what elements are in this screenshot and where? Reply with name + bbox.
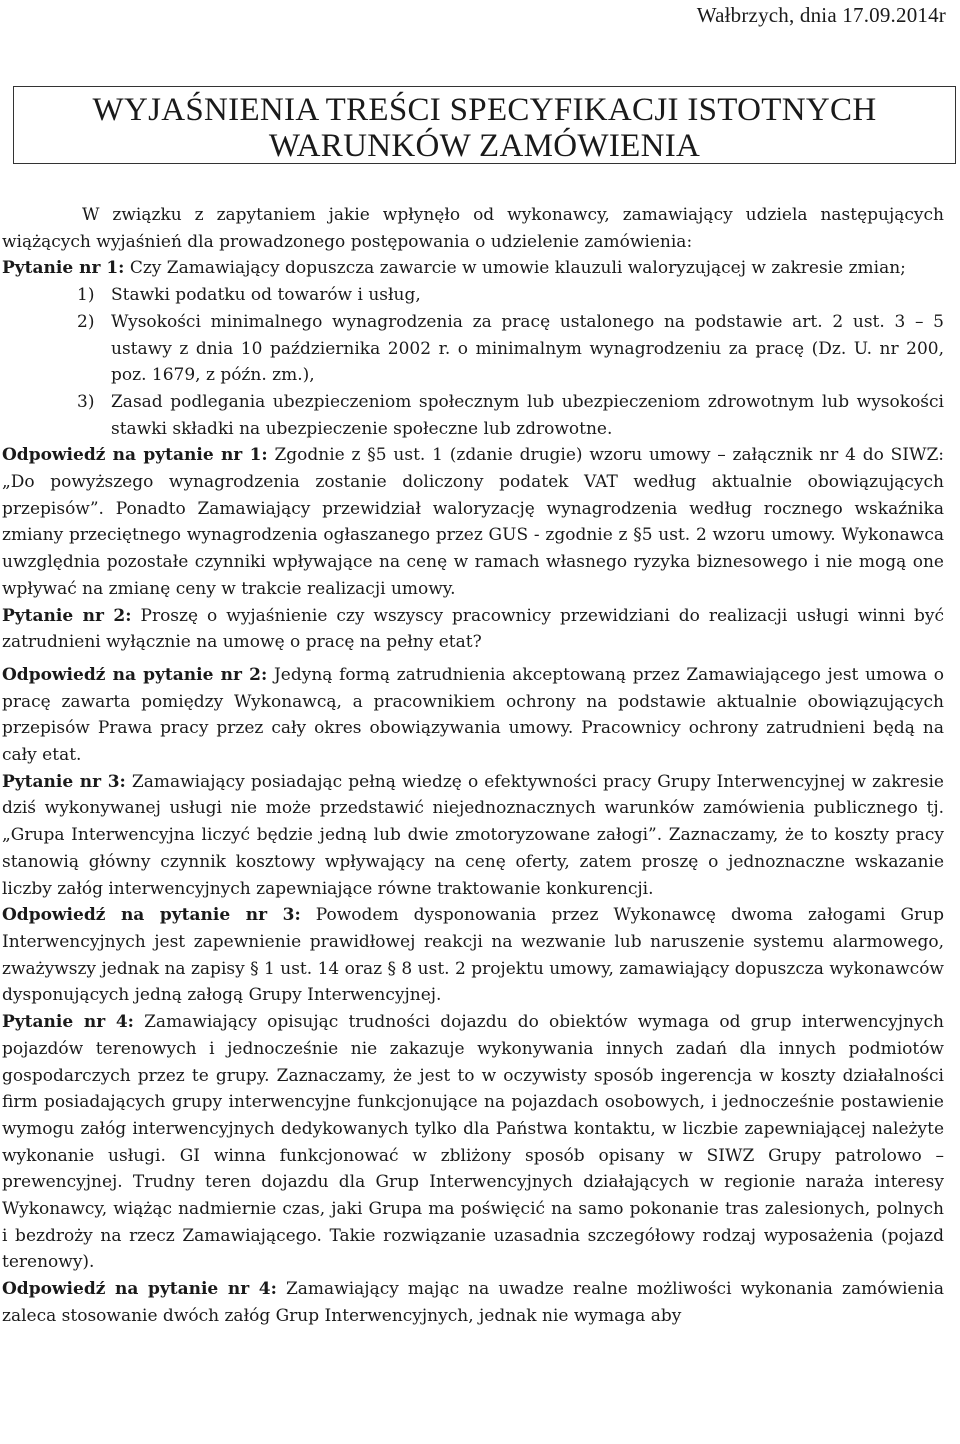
answer-4 [2, 1276, 944, 1329]
answer-3-text: Powodem dysponowania przez Wykonawcę dwoma załogami Grup Interwencyjnych jest zapewnienie prawidłowej reakcji na wezwanie lub naruszenie systemu alarmowego, zważywszy jednak na zapisy § 1 ust. 14 oraz § 8 ust. 2 projektu umowy, zamawiający dopuszcza wykonawców dysponujących jedną załogą Grupy Interwencyjnej. [2, 905, 944, 1006]
list-item-number: 1) [77, 285, 95, 306]
answer-3-label: Odpowiedź na pytanie nr 3: [2, 905, 301, 926]
list-item [2, 309, 944, 389]
document-title [13, 86, 956, 164]
answer-1-text: Zgodnie z §5 ust. 1 (zdanie drugie) wzoru umowy – załącznik nr 4 do SIWZ: „Do powyższego wynagrodzenia zostanie doliczony podatek VAT według aktualnie obowiązujących przepisów”. Ponadto Zamawiający przewidział waloryzację wynagrodzenia według rocznego wskaźnika zmiany przeciętnego wynagrodzenia ogłaszanego przez GUS - zgodnie z §5 ust. 2 wzoru umowy. Wykonawca uwzględnia pozostałe czynniki wpływające na cenę w ramach własnego ryzyka biznesowego i nie mogą one wpływać na zmianę ceny w trakcie realizacji umowy. [2, 445, 944, 599]
question-1 [2, 255, 944, 282]
question-4 [2, 1009, 944, 1276]
answer-1-label: Odpowiedź na pytanie nr 1: [2, 445, 268, 466]
question-1-list [2, 282, 944, 442]
list-item [2, 282, 944, 309]
question-3-label: Pytanie nr 3: [2, 771, 126, 792]
question-2-text: Proszę o wyjaśnienie czy wszyscy pracownicy przewidziani do realizacji usługi winni być zatrudnieni wyłącznie na umowę o pracę na pełny etat? [2, 605, 944, 653]
list-item-text: Zasad podlegania ubezpieczeniom społecznym lub ubezpieczeniom zdrowotnym lub wysokości stawki składki na ubezpieczenie społeczne lub zdrowotne. [111, 391, 944, 439]
answer-1 [2, 442, 944, 602]
list-item-number: 3) [77, 391, 95, 412]
question-2 [2, 603, 944, 656]
question-4-label: Pytanie nr 4: [2, 1012, 134, 1033]
list-item-text: Wysokości minimalnego wynagrodzenia za pracę ustalonego na podstawie art. 2 ust. 3 – 5 ustawy z dnia 10 października 2002 r. o minimalnym wynagrodzeniu za pracę (Dz. U. nr 200, poz. 1679, z późn. zm.), [111, 311, 944, 386]
question-2-label: Pytanie nr 2: [2, 605, 132, 626]
answer-2-label: Odpowiedź na pytanie nr 2: [2, 664, 268, 685]
title-line-2: WARUNKÓW ZAMÓWIENIA [268, 128, 701, 164]
answer-2 [2, 662, 944, 769]
question-1-text: Czy Zamawiający dopuszcza zawarcie w umowie klauzuli waloryzującej w zakresie zmian; [124, 258, 906, 279]
question-1-label: Pytanie nr 1: [2, 258, 125, 279]
question-4-text: Zamawiający opisując trudności dojazdu do obiektów wymaga od grup interwencyjnych pojazdów terenowych i jednocześnie nie zakazuje wykonywania innych zadań dla innych podmiotów gospodarczych przez te grupy. Zaznaczamy, że jest to w oczywisty sposób ingerencja w koszty działalności firm posiadających grupy interwencyjne funkcjonujące na pojazdach osobowych, i jednocześnie postawienie wymogu załóg interwencyjnych dedykowanych tylko dla Państwa kontaktu, w liczbie zapewniającej należyte wykonanie usługi. GI winna funkcjonować w zbliżony sposób opisany w SIWZ Grupy patrolowo – prewencyjnej. Trudny teren dojazdu dla Grup Interwencyjnych działających w regionie naraża interesy Wykonawcy, wiążąc nadmiernie czas, jaki Grupa ma poświęcić na samo pokonanie tras zalesionych, polnych i bezdroży na rzecz Zamawiającego. Takie rozwiązanie uzasadnia szczegółowy rodzaj wyposażenia (pojazd terenowy). [2, 1012, 945, 1273]
answer-3 [2, 902, 944, 1009]
answer-4-label: Odpowiedź na pytanie nr 4: [2, 1279, 277, 1300]
question-3 [2, 769, 944, 903]
document-body [2, 202, 944, 1330]
list-item [2, 389, 944, 442]
answer-4-text: Zamawiający mając na uwadze realne możliwości wykonania zamówienia zaleca stosowanie dwóch załóg Grup Interwencyjnych, jednak nie wymaga aby [2, 1279, 945, 1326]
intro-paragraph: W związku z zapytaniem jakie wpłynęło od wykonawcy, zamawiający udziela następujących wiążących wyjaśnień dla prowadzonego postępowania o udzielenie zamówienia: [2, 205, 944, 252]
title-line-1: WYJAŚNIENIA TREŚCI SPECYFIKACJI ISTOTNYCH [92, 92, 877, 128]
list-item-number: 2) [77, 311, 95, 332]
answer-2-text: Jedyną formą zatrudnienia akceptowaną przez Zamawiającego jest umowa o pracę zawarta pomiędzy Wykonawcą, a pracownikiem ochrony na podstawie aktualnie obowiązujących przepisów Prawa pracy przez cały okres obowiązywania umowy. Pracownicy ochrony zatrudnieni będą na cały etat. [2, 664, 944, 766]
place-date: Wałbrzych, dnia 17.09.2014r [696, 3, 946, 27]
list-item-text: Stawki podatku od towarów i usług, [111, 285, 421, 306]
question-3-text: Zamawiający posiadając pełną wiedzę o efektywności pracy Grupy Interwencyjnej w zakresie dziś wykonywanej usługi nie może przedstawić niejednoznacznych warunków zamówienia publicznego tj. „Grupa Interwencyjna liczyć będzie jedną lub dwie zmotoryzowane załogi”. Zaznaczamy, że to koszty pracy stanowią główny czynnik kosztowy wpływający na cenę oferty, zatem proszę o jednoznaczne wskazanie liczby załóg interwencyjnych zapewniające równe traktowanie konkurencji. [2, 771, 944, 899]
